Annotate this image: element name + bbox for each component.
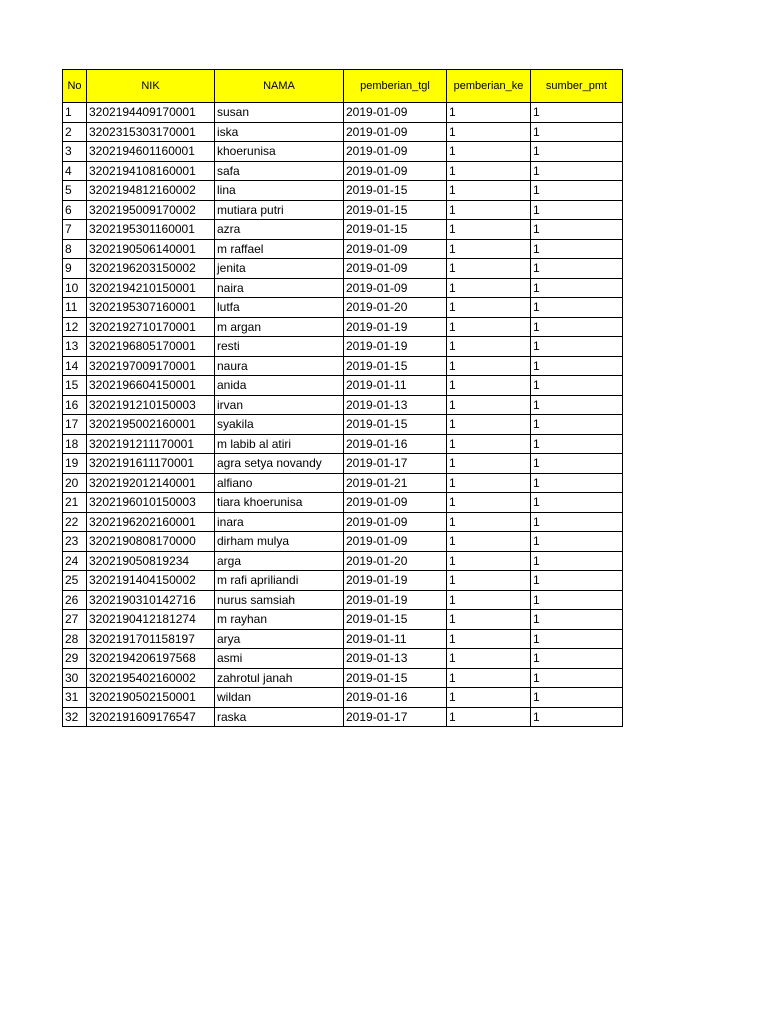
cell-nik[interactable]: 320219050819234 [87,551,215,571]
cell-nama[interactable]: zahrotul janah [215,668,344,688]
table-row [63,103,623,123]
cell-nik[interactable]: 3202194210150001 [87,278,215,298]
cell-pemberian-ke[interactable]: 1 [447,317,531,337]
cell-pemberian-ke[interactable]: 1 [447,532,531,552]
table-row [63,142,623,162]
cell-pemberian-tgl[interactable]: 2019-01-13 [344,649,447,669]
cell-pemberian-tgl[interactable]: 2019-01-15 [344,220,447,240]
cell-sumber-pmt[interactable]: 1 [531,688,623,708]
cell-pemberian-tgl[interactable]: 2019-01-09 [344,122,447,142]
cell-no[interactable]: 15 [63,376,87,396]
cell-nama[interactable]: azra [215,220,344,240]
cell-nik[interactable]: 3202191404150002 [87,571,215,591]
cell-sumber-pmt[interactable]: 1 [531,181,623,201]
cell-pemberian-tgl[interactable]: 2019-01-15 [344,181,447,201]
cell-no[interactable]: 27 [63,610,87,630]
cell-pemberian-ke[interactable]: 1 [447,415,531,435]
cell-no[interactable]: 11 [63,298,87,318]
cell-nik[interactable]: 3202194812160002 [87,181,215,201]
header-row [63,70,623,103]
cell-pemberian-tgl[interactable]: 2019-01-17 [344,707,447,727]
table-row [63,571,623,591]
cell-no[interactable]: 21 [63,493,87,513]
table-row [63,122,623,142]
cell-sumber-pmt[interactable]: 1 [531,317,623,337]
table-row [63,532,623,552]
cell-sumber-pmt[interactable]: 1 [531,356,623,376]
cell-nama[interactable]: m argan [215,317,344,337]
header-pemberian-tgl[interactable]: pemberian_tgl [344,70,447,103]
cell-nama[interactable]: naura [215,356,344,376]
cell-nama[interactable]: raska [215,707,344,727]
cell-pemberian-ke[interactable]: 1 [447,473,531,493]
cell-nik[interactable]: 3202194409170001 [87,103,215,123]
cell-nik[interactable]: 3202195402160002 [87,668,215,688]
cell-nama[interactable]: naira [215,278,344,298]
cell-pemberian-tgl[interactable]: 2019-01-15 [344,200,447,220]
cell-nik[interactable]: 3202191611170001 [87,454,215,474]
cell-pemberian-ke[interactable]: 1 [447,512,531,532]
cell-pemberian-ke[interactable]: 1 [447,434,531,454]
cell-no[interactable]: 18 [63,434,87,454]
cell-no[interactable]: 30 [63,668,87,688]
cell-nik[interactable]: 3202191211170001 [87,434,215,454]
cell-pemberian-ke[interactable]: 1 [447,571,531,591]
cell-nama[interactable]: arga [215,551,344,571]
cell-pemberian-tgl[interactable]: 2019-01-19 [344,571,447,591]
table-row [63,161,623,181]
cell-sumber-pmt[interactable]: 1 [531,610,623,630]
cell-nama[interactable]: asmi [215,649,344,669]
cell-pemberian-ke[interactable]: 1 [447,337,531,357]
cell-no[interactable]: 31 [63,688,87,708]
cell-nik[interactable]: 3202197009170001 [87,356,215,376]
table-row [63,395,623,415]
cell-no[interactable]: 20 [63,473,87,493]
cell-nama[interactable]: m labib al atiri [215,434,344,454]
cell-nama[interactable]: safa [215,161,344,181]
cell-pemberian-tgl[interactable]: 2019-01-13 [344,395,447,415]
cell-pemberian-tgl[interactable]: 2019-01-15 [344,415,447,435]
cell-nama[interactable]: lina [215,181,344,201]
cell-no[interactable]: 17 [63,415,87,435]
cell-pemberian-ke[interactable]: 1 [447,161,531,181]
cell-nik[interactable]: 3202194601160001 [87,142,215,162]
table-row [63,551,623,571]
table-row [63,668,623,688]
cell-nama[interactable]: nurus samsiah [215,590,344,610]
cell-pemberian-tgl[interactable]: 2019-01-16 [344,688,447,708]
cell-pemberian-ke[interactable]: 1 [447,590,531,610]
table-row [63,278,623,298]
cell-nik[interactable]: 3202192710170001 [87,317,215,337]
header-nama[interactable]: NAMA [215,70,344,103]
cell-pemberian-ke[interactable]: 1 [447,239,531,259]
table-row [63,629,623,649]
cell-pemberian-tgl[interactable]: 2019-01-19 [344,317,447,337]
cell-nik[interactable]: 3202195301160001 [87,220,215,240]
spreadsheet-area [62,69,623,727]
cell-sumber-pmt[interactable]: 1 [531,337,623,357]
cell-nik[interactable]: 3202315303170001 [87,122,215,142]
cell-nama[interactable]: wildan [215,688,344,708]
cell-nik[interactable]: 3202196203150002 [87,259,215,279]
cell-no[interactable]: 10 [63,278,87,298]
cell-pemberian-ke[interactable]: 1 [447,707,531,727]
cell-sumber-pmt[interactable]: 1 [531,707,623,727]
cell-sumber-pmt[interactable]: 1 [531,220,623,240]
table-row [63,688,623,708]
cell-nik[interactable]: 3202190506140001 [87,239,215,259]
table-row [63,512,623,532]
cell-pemberian-ke[interactable]: 1 [447,356,531,376]
cell-nik[interactable]: 3202196805170001 [87,337,215,357]
cell-pemberian-ke[interactable]: 1 [447,298,531,318]
cell-nik[interactable]: 3202191701158197 [87,629,215,649]
cell-sumber-pmt[interactable]: 1 [531,395,623,415]
cell-pemberian-tgl[interactable]: 2019-01-09 [344,161,447,181]
cell-pemberian-tgl[interactable]: 2019-01-09 [344,278,447,298]
cell-sumber-pmt[interactable]: 1 [531,200,623,220]
cell-sumber-pmt[interactable]: 1 [531,590,623,610]
cell-no[interactable]: 2 [63,122,87,142]
cell-pemberian-ke[interactable]: 1 [447,122,531,142]
cell-nama[interactable]: lutfa [215,298,344,318]
cell-nama[interactable]: inara [215,512,344,532]
cell-sumber-pmt[interactable]: 1 [531,161,623,181]
cell-pemberian-tgl[interactable]: 2019-01-09 [344,493,447,513]
cell-sumber-pmt[interactable]: 1 [531,493,623,513]
table-row [63,434,623,454]
cell-pemberian-tgl[interactable]: 2019-01-17 [344,454,447,474]
cell-sumber-pmt[interactable]: 1 [531,434,623,454]
cell-nik[interactable]: 3202190808170000 [87,532,215,552]
cell-no[interactable]: 7 [63,220,87,240]
cell-pemberian-tgl[interactable]: 2019-01-19 [344,337,447,357]
cell-pemberian-tgl[interactable]: 2019-01-09 [344,512,447,532]
cell-nik[interactable]: 3202194108160001 [87,161,215,181]
cell-pemberian-ke[interactable]: 1 [447,668,531,688]
cell-sumber-pmt[interactable]: 1 [531,473,623,493]
cell-nik[interactable]: 3202195009170002 [87,200,215,220]
table-row [63,473,623,493]
cell-sumber-pmt[interactable]: 1 [531,551,623,571]
cell-sumber-pmt[interactable]: 1 [531,629,623,649]
cell-pemberian-tgl[interactable]: 2019-01-15 [344,668,447,688]
cell-pemberian-ke[interactable]: 1 [447,220,531,240]
cell-pemberian-ke[interactable]: 1 [447,454,531,474]
cell-pemberian-tgl[interactable]: 2019-01-20 [344,551,447,571]
cell-pemberian-tgl[interactable]: 2019-01-09 [344,532,447,552]
cell-nik[interactable]: 3202190310142716 [87,590,215,610]
cell-pemberian-ke[interactable]: 1 [447,610,531,630]
cell-nik[interactable]: 3202190502150001 [87,688,215,708]
cell-nama[interactable]: anida [215,376,344,396]
table-row [63,415,623,435]
cell-no[interactable]: 14 [63,356,87,376]
cell-pemberian-ke[interactable]: 1 [447,103,531,123]
cell-nama[interactable]: susan [215,103,344,123]
cell-pemberian-tgl[interactable]: 2019-01-09 [344,103,447,123]
cell-no[interactable]: 6 [63,200,87,220]
cell-no[interactable]: 16 [63,395,87,415]
cell-no[interactable]: 23 [63,532,87,552]
table-row [63,493,623,513]
cell-no[interactable]: 24 [63,551,87,571]
table-body [63,103,623,727]
header-pemberian-ke[interactable]: pemberian_ke [447,70,531,103]
table-row [63,649,623,669]
cell-sumber-pmt[interactable]: 1 [531,415,623,435]
cell-nama[interactable]: khoerunisa [215,142,344,162]
cell-pemberian-ke[interactable]: 1 [447,376,531,396]
cell-nama[interactable]: m rafi apriliandi [215,571,344,591]
table-row [63,356,623,376]
cell-nik[interactable]: 3202191210150003 [87,395,215,415]
cell-sumber-pmt[interactable]: 1 [531,259,623,279]
cell-pemberian-tgl[interactable]: 2019-01-11 [344,376,447,396]
cell-pemberian-ke[interactable]: 1 [447,493,531,513]
table-row [63,454,623,474]
cell-sumber-pmt[interactable]: 1 [531,532,623,552]
cell-pemberian-ke[interactable]: 1 [447,278,531,298]
header-sumber-pmt[interactable]: sumber_pmt [531,70,623,103]
cell-no[interactable]: 26 [63,590,87,610]
cell-nama[interactable]: m raffael [215,239,344,259]
table-row [63,337,623,357]
cell-pemberian-tgl[interactable]: 2019-01-11 [344,629,447,649]
data-table [62,69,623,727]
cell-sumber-pmt[interactable]: 1 [531,122,623,142]
cell-no[interactable]: 32 [63,707,87,727]
table-row [63,239,623,259]
cell-pemberian-tgl[interactable]: 2019-01-19 [344,590,447,610]
cell-sumber-pmt[interactable]: 1 [531,512,623,532]
cell-nik[interactable]: 3202196010150003 [87,493,215,513]
cell-no[interactable]: 3 [63,142,87,162]
cell-no[interactable]: 28 [63,629,87,649]
cell-pemberian-tgl[interactable]: 2019-01-16 [344,434,447,454]
cell-sumber-pmt[interactable]: 1 [531,142,623,162]
cell-nik[interactable]: 3202195002160001 [87,415,215,435]
cell-nama[interactable]: mutiara putri [215,200,344,220]
cell-no[interactable]: 8 [63,239,87,259]
cell-nama[interactable]: arya [215,629,344,649]
cell-pemberian-ke[interactable]: 1 [447,200,531,220]
cell-sumber-pmt[interactable]: 1 [531,298,623,318]
cell-pemberian-ke[interactable]: 1 [447,142,531,162]
cell-nik[interactable]: 3202192012140001 [87,473,215,493]
cell-nama[interactable]: iska [215,122,344,142]
cell-no[interactable]: 4 [63,161,87,181]
cell-pemberian-ke[interactable]: 1 [447,649,531,669]
cell-sumber-pmt[interactable]: 1 [531,278,623,298]
cell-pemberian-tgl[interactable]: 2019-01-15 [344,610,447,630]
cell-pemberian-ke[interactable]: 1 [447,259,531,279]
table-row [63,220,623,240]
cell-pemberian-tgl[interactable]: 2019-01-15 [344,356,447,376]
table-row [63,707,623,727]
cell-no[interactable]: 13 [63,337,87,357]
cell-sumber-pmt[interactable]: 1 [531,376,623,396]
cell-nama[interactable]: irvan [215,395,344,415]
cell-nama[interactable]: syakila [215,415,344,435]
cell-nik[interactable]: 3202196202160001 [87,512,215,532]
table-row [63,181,623,201]
cell-no[interactable]: 12 [63,317,87,337]
cell-no[interactable]: 1 [63,103,87,123]
cell-nama[interactable]: agra setya novandy [215,454,344,474]
cell-no[interactable]: 29 [63,649,87,669]
table-row [63,376,623,396]
cell-sumber-pmt[interactable]: 1 [531,103,623,123]
cell-pemberian-tgl[interactable]: 2019-01-09 [344,239,447,259]
cell-nik[interactable]: 3202190412181274 [87,610,215,630]
cell-pemberian-ke[interactable]: 1 [447,395,531,415]
table-row [63,590,623,610]
cell-pemberian-ke[interactable]: 1 [447,181,531,201]
table-row [63,610,623,630]
header-no[interactable]: No [63,70,87,103]
table-row [63,317,623,337]
cell-nik[interactable]: 3202196604150001 [87,376,215,396]
cell-no[interactable]: 25 [63,571,87,591]
cell-nik[interactable]: 3202191609176547 [87,707,215,727]
cell-no[interactable]: 5 [63,181,87,201]
table-row [63,298,623,318]
cell-pemberian-ke[interactable]: 1 [447,688,531,708]
cell-pemberian-tgl[interactable]: 2019-01-09 [344,259,447,279]
cell-nama[interactable]: dirham mulya [215,532,344,552]
cell-nik[interactable]: 3202194206197568 [87,649,215,669]
cell-no[interactable]: 22 [63,512,87,532]
cell-nama[interactable]: resti [215,337,344,357]
cell-nama[interactable]: m rayhan [215,610,344,630]
cell-sumber-pmt[interactable]: 1 [531,239,623,259]
cell-pemberian-tgl[interactable]: 2019-01-20 [344,298,447,318]
cell-sumber-pmt[interactable]: 1 [531,668,623,688]
cell-pemberian-tgl[interactable]: 2019-01-21 [344,473,447,493]
cell-no[interactable]: 19 [63,454,87,474]
table-row [63,259,623,279]
cell-sumber-pmt[interactable]: 1 [531,649,623,669]
cell-nik[interactable]: 3202195307160001 [87,298,215,318]
table-row [63,200,623,220]
cell-nama[interactable]: jenita [215,259,344,279]
cell-no[interactable]: 9 [63,259,87,279]
cell-nama[interactable]: tiara khoerunisa [215,493,344,513]
header-nik[interactable]: NIK [87,70,215,103]
cell-sumber-pmt[interactable]: 1 [531,571,623,591]
cell-nama[interactable]: alfiano [215,473,344,493]
cell-pemberian-ke[interactable]: 1 [447,551,531,571]
cell-pemberian-ke[interactable]: 1 [447,629,531,649]
cell-sumber-pmt[interactable]: 1 [531,454,623,474]
cell-pemberian-tgl[interactable]: 2019-01-09 [344,142,447,162]
